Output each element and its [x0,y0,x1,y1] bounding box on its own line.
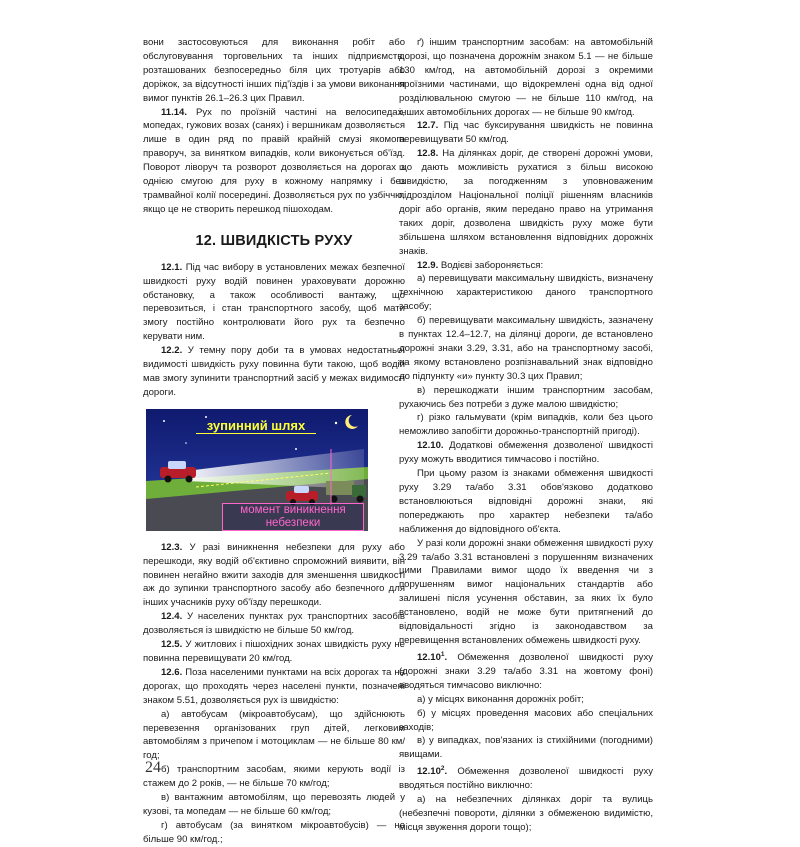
list-item: а) у місцях виконання дорожніх робіт; [417,693,584,705]
list-item: г) автобусам (за винятком мікроавтобусів) — не більше 90 км/год.; [143,819,405,845]
paragraph-12-10-2: 12.10$^2$. Обмеження дозволеної швидкості руху вводяться постійно виключно: [399,765,653,792]
list-item: б) перевищувати максимальну швидкість, зазначену в пунктах 12.4–12.7, на ділянці дороги, де встановлено дорожні знаки 3.29, 3.31, або на транспортному засобі, на якому встановлено розпізнавальний знак відповідно до підпункту «и» пункту 30.3 цих Правил; [399,315,653,382]
hazard-moment-label: момент виникнення небезпеки [222,503,364,531]
list-item: а) автобусам (мікроавтобусам), що здійснюють перевезення організованих груп дітей, легковим автомобілям з причепом і мотоциклам — не більше 80 км/год; [143,708,405,762]
list-item: в) перешкоджати іншим транспортним засобам, рухаючись без потреби з дуже малою швидкістю; [399,384,653,410]
list-item: ґ) іншим транспортним засобам: на автомобільній дорозі, що позначена дорожнім знаком 5.1 — не більше 130 км/год, на автомобільній дорозі з окремими проїзними частинами, що відокремлені одна від одної розділювальною смугою — не більше 110 км/год, на інших автомобільних дорогах — не більше 90 км/год. [399,37,653,118]
paragraph-12-7: 12.7. Під час буксирування швидкість не повинна перевищувати 50 км/год. [399,120,653,146]
list-item: г) різко гальмувати (крім випадків, коли без цього неможливо запобігти дорожньо-транспортній пригоді). [399,412,653,438]
list-item: а) перевищувати максимальну швидкість, визначену технічною характеристикою даного транспортного засобу; [399,273,653,313]
stopping-distance-label: зупинний шлях [196,419,316,434]
right-column [399,36,653,835]
paragraph-11-14: 11.14. Рух по проїзній частині на велосипедах, мопедах, гужових возах (санях) і вершникам дозволяється лише в один ряд по правій крайній смузі якомога праворуч, за винятком випадків, коли виконується об'їзд. Поворот ліворуч та розворот дозволяється на дорогах з однією смугою для руху в кожному напрямку і без трамвайної колії посередині. Дозволяється рух по узбіччю, якщо це не створить перешкод пішоходам. [143,106,405,215]
paragraph-12-5: 12.5. У житлових і пішохідних зонах швидкість руху не повинна перевищувати 20 км/год. [143,639,405,664]
left-column [143,36,405,847]
paragraph-12-2: 12.2. У темну пору доби та в умовах недостатньої видимості швидкість руху повинна бути такою, щоб водій мав змогу зупинити транспортний засіб у межах видимості дороги. [143,345,405,398]
list-item: а) на небезпечних ділянках доріг та вулиць (небезпечні повороти, ділянки з обмеженою видимістю, місця звуження дороги тощо); [399,794,653,834]
paragraph-12-8: 12.8. На ділянках доріг, де створені дорожні умови, що дають можливість рухатися з більш високою швидкістю, за погодженням з уповноваженим підрозділом Національної поліції рішенням власників доріг або органів, яким передано право на утримання таких доріг, дозволена швидкість руху може бути збільшена шляхом встановлення відповідних дорожніх знаків. [399,148,653,257]
list-item: в) вантажним автомобілям, що перевозять людей у кузові, та мопедам — не більше 60 км/год; [143,792,405,817]
section-title: 12. ШВИДКІСТЬ РУХУ [195,232,353,249]
paragraph: вони застосовуються для виконання робіт або обслуговування торговельних та інших підприємств, розташованих безпосередньо біля цих тротуарів або доріжок, за відсутності інших під'їздів і за умови виконання вимог пунктів 26.1–26.3 цих Правил. [143,37,405,104]
paragraph-12-10: 12.10. Додаткові обмеження дозволеної швидкості руху можуть вводитися тимчасово і постійно. [399,440,653,466]
paragraph-12-4: 12.4. У населених пунктах рух транспортних засобів дозволяється із швидкістю не більше 50 км/год. [143,611,405,637]
list-item: б) транспортним засобам, якими керують водії із стажем до 2 років, — не більше 70 км/год; [143,764,405,790]
paragraph: При цьому разом із знаками обмеження швидкості руху 3.29 та/або 3.31 обов'язково додатково встановлюються відповідні дорожні знаки, які попереджають про характер небезпеки та/або наближення до відповідного об'єкта. [399,468,653,535]
paragraph-12-9: 12.9. Водієві забороняється: [417,259,544,271]
list-item: в) у випадках, пов'язаних із стихійними (погодними) явищами. [399,735,653,761]
paragraph: У разі коли дорожні знаки обмеження швидкості руху 3.29 та/або 3.31 встановлені з порушенням визначених цими Правилами вимог щодо їх введення чи з порушенням вимог національних стандартів або залишені після усунення обставин, за яких їх було встановлено, водій не може бути притягнений до відповідальності згідно із законодавством за перевищення встановлених обмежень швидкості руху. [399,537,653,646]
stopping-distance-illustration [146,409,368,531]
page-number: 24 [145,759,161,776]
list-item: б) у місцях проведення масових або спеціальних заходів; [399,707,653,733]
paragraph-12-10-1: 12.10$^1$. Обмеження дозволеної швидкості руху (дорожні знаки 3.29 та/або 3.31 на жовтому фоні) вводяться тимчасово виключно: [399,650,653,691]
paragraph-12-6: 12.6. Поза населеними пунктами на всіх дорогах та на дорогах, що проходять через населені пункти, позначені знаком 5.51, дозволяється рух із швидкістю: [143,666,405,706]
paragraph-12-1: 12.1. Під час вибору в установлених межах безпечної швидкості руху водій повинен ураховувати дорожню обстановку, а також особливості вантажу, що перевозиться, і стан транспортного засобу, щоб мати змогу постійно контролювати його рух та безпечно керувати ним. [143,261,405,343]
paragraph-12-3: 12.3. У разі виникнення небезпеки для руху або перешкоди, яку водій об'єктивно спроможний виявити, він повинен негайно вжити заходів для зменшення швидкості аж до зупинки транспортного засобу або безпечного для інших учасників руху об'їзду перешкоди. [143,541,405,609]
